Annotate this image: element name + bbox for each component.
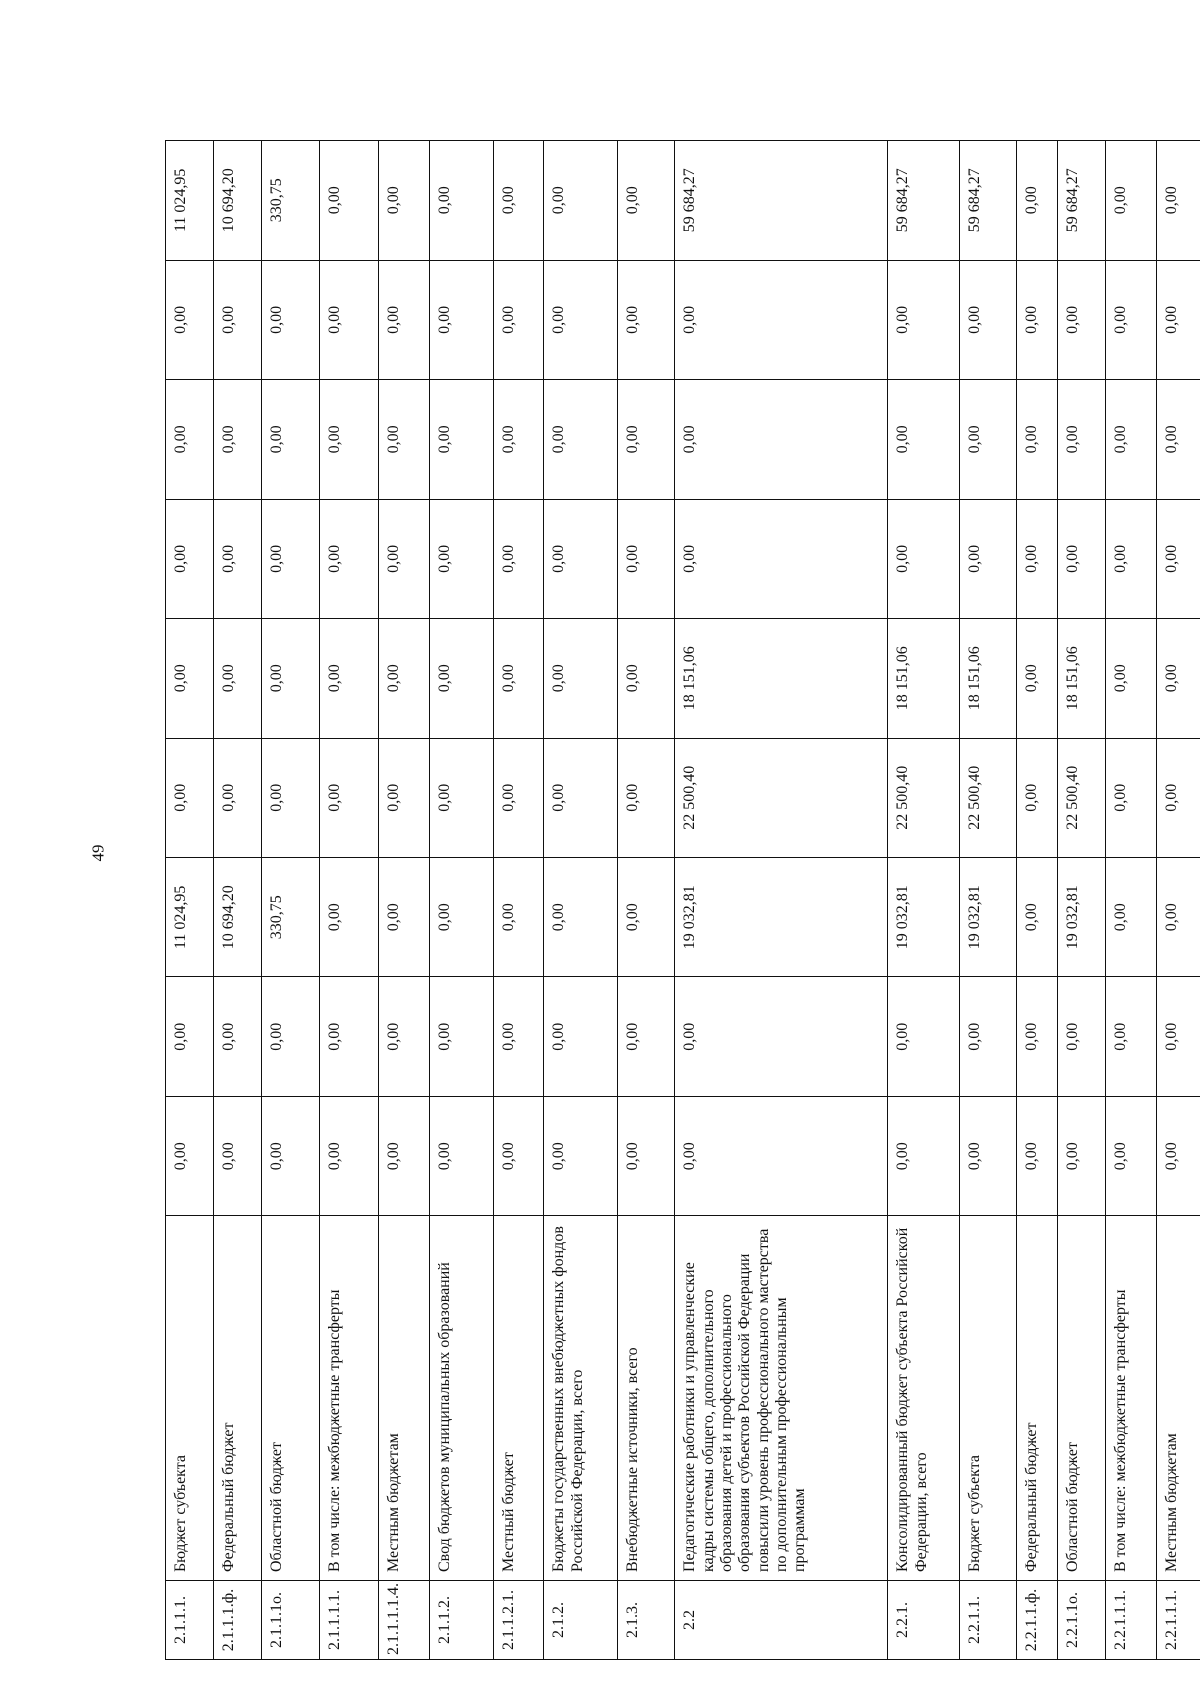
table-row: [1058, 141, 1106, 1660]
value-cell: 0,00: [959, 260, 1016, 379]
row-name: Бюджеты государственных внебюджетных фондов Российской Федерации, всего: [544, 1216, 617, 1581]
value-cell: 0,00: [214, 977, 262, 1096]
table-row: [1106, 141, 1156, 1660]
value-cell: 59 684,27: [675, 141, 888, 261]
value-cell: 10 694,20: [214, 141, 262, 261]
value-cell: 0,00: [166, 380, 214, 499]
value-cell: 330,75: [262, 141, 319, 261]
value-cell: 18 151,06: [888, 619, 959, 738]
value-cell: 11 024,95: [166, 858, 214, 977]
row-code: 2.1.1.1.: [166, 1581, 214, 1660]
value-cell: 0,00: [262, 260, 319, 379]
value-cell: 0,00: [319, 499, 379, 618]
row-name: Бюджет субъекта: [959, 1216, 1016, 1581]
table-body: [166, 141, 1200, 1660]
row-name: Консолидированный бюджет субъекта Российской Федерации, всего: [888, 1216, 959, 1581]
value-cell: 0,00: [319, 977, 379, 1096]
value-cell: 0,00: [214, 380, 262, 499]
row-name: Областной бюджет: [262, 1216, 319, 1581]
value-cell: 0,00: [166, 499, 214, 618]
value-cell: 19 032,81: [675, 858, 888, 977]
value-cell: 0,00: [379, 858, 429, 977]
value-cell: 0,00: [319, 738, 379, 857]
table-row: [214, 141, 262, 1660]
value-cell: 22 500,40: [888, 738, 959, 857]
table-row: [379, 141, 429, 1660]
value-cell: 0,00: [429, 141, 493, 261]
value-cell: 0,00: [166, 1096, 214, 1215]
value-cell: 0,00: [617, 260, 674, 379]
value-cell: 0,00: [544, 499, 617, 618]
value-cell: 0,00: [675, 977, 888, 1096]
value-cell: 0,00: [379, 1096, 429, 1215]
value-cell: 0,00: [888, 499, 959, 618]
row-code: 2.2.1.: [888, 1581, 959, 1660]
row-code: 2.1.1.2.: [429, 1581, 493, 1660]
value-cell: 0,00: [544, 260, 617, 379]
row-name: Свод бюджетов муниципальных образований: [429, 1216, 493, 1581]
table-row: [262, 141, 319, 1660]
value-cell: 0,00: [1106, 858, 1156, 977]
value-cell: 0,00: [1106, 499, 1156, 618]
table-row: [166, 141, 214, 1660]
value-cell: 0,00: [1156, 738, 1200, 857]
financing-table: [165, 140, 1200, 1660]
value-cell: 0,00: [429, 858, 493, 977]
value-cell: 0,00: [262, 619, 319, 738]
row-name: Федеральный бюджет: [1016, 1216, 1057, 1581]
value-cell: 0,00: [379, 141, 429, 261]
value-cell: 0,00: [262, 499, 319, 618]
value-cell: 0,00: [1106, 619, 1156, 738]
value-cell: 0,00: [319, 260, 379, 379]
row-code: 2.1.3.: [617, 1581, 674, 1660]
table-row: [319, 141, 379, 1660]
value-cell: 0,00: [319, 619, 379, 738]
value-cell: 330,75: [262, 858, 319, 977]
value-cell: 59 684,27: [1058, 141, 1106, 261]
value-cell: 0,00: [1016, 141, 1057, 261]
value-cell: 0,00: [1016, 977, 1057, 1096]
value-cell: 0,00: [379, 499, 429, 618]
table-row: [544, 141, 617, 1660]
value-cell: 18 151,06: [675, 619, 888, 738]
value-cell: 0,00: [1106, 141, 1156, 261]
value-cell: 59 684,27: [959, 141, 1016, 261]
value-cell: 0,00: [262, 1096, 319, 1215]
value-cell: 0,00: [617, 380, 674, 499]
value-cell: 0,00: [429, 977, 493, 1096]
value-cell: 19 032,81: [1058, 858, 1106, 977]
value-cell: 19 032,81: [959, 858, 1016, 977]
row-name: Бюджет субъекта: [166, 1216, 214, 1581]
value-cell: 0,00: [429, 1096, 493, 1215]
value-cell: 0,00: [888, 380, 959, 499]
value-cell: 0,00: [1156, 619, 1200, 738]
value-cell: 0,00: [617, 619, 674, 738]
value-cell: 0,00: [379, 260, 429, 379]
value-cell: 59 684,27: [888, 141, 959, 261]
value-cell: 0,00: [675, 1096, 888, 1215]
value-cell: 0,00: [1106, 1096, 1156, 1215]
value-cell: 0,00: [544, 738, 617, 857]
value-cell: 0,00: [493, 738, 543, 857]
value-cell: 11 024,95: [166, 141, 214, 261]
value-cell: 0,00: [429, 619, 493, 738]
value-cell: 0,00: [1016, 380, 1057, 499]
table-row: [1156, 141, 1200, 1660]
value-cell: 0,00: [1106, 260, 1156, 379]
value-cell: 0,00: [1106, 738, 1156, 857]
table-row: [959, 141, 1016, 1660]
value-cell: 0,00: [1156, 141, 1200, 261]
value-cell: 0,00: [262, 380, 319, 499]
value-cell: 0,00: [166, 738, 214, 857]
value-cell: 0,00: [544, 380, 617, 499]
value-cell: 0,00: [1058, 1096, 1106, 1215]
value-cell: 0,00: [429, 499, 493, 618]
value-cell: 0,00: [617, 858, 674, 977]
value-cell: 19 032,81: [888, 858, 959, 977]
value-cell: 0,00: [493, 260, 543, 379]
value-cell: 0,00: [959, 499, 1016, 618]
value-cell: 0,00: [166, 977, 214, 1096]
row-code: 2.2.1.1о.: [1058, 1581, 1106, 1660]
value-cell: 0,00: [1156, 858, 1200, 977]
page-number: 49: [88, 844, 108, 862]
value-cell: 0,00: [429, 380, 493, 499]
value-cell: 0,00: [544, 858, 617, 977]
value-cell: 0,00: [617, 977, 674, 1096]
value-cell: 0,00: [379, 380, 429, 499]
value-cell: 0,00: [1016, 260, 1057, 379]
value-cell: 10 694,20: [214, 858, 262, 977]
value-cell: 0,00: [617, 499, 674, 618]
value-cell: 0,00: [1058, 260, 1106, 379]
value-cell: 0,00: [1016, 499, 1057, 618]
value-cell: 0,00: [319, 858, 379, 977]
value-cell: 0,00: [379, 738, 429, 857]
value-cell: 0,00: [1106, 380, 1156, 499]
value-cell: 0,00: [675, 380, 888, 499]
row-name: В том числе: межбюджетные трансферты: [1106, 1216, 1156, 1581]
table-row: [1016, 141, 1057, 1660]
value-cell: 0,00: [214, 499, 262, 618]
value-cell: 0,00: [493, 619, 543, 738]
row-code: 2.1.1.1о.: [262, 1581, 319, 1660]
row-name: Местным бюджетам: [379, 1216, 429, 1581]
table-row: [675, 141, 888, 1660]
value-cell: 0,00: [1016, 1096, 1057, 1215]
row-name: Федеральный бюджет: [214, 1216, 262, 1581]
value-cell: 0,00: [379, 619, 429, 738]
table-row: [429, 141, 493, 1660]
row-code: 2.2.1.1.: [959, 1581, 1016, 1660]
row-code: 2.2: [675, 1581, 888, 1660]
value-cell: 0,00: [888, 1096, 959, 1215]
value-cell: 0,00: [493, 499, 543, 618]
row-code: 2.1.1.2.1.: [493, 1581, 543, 1660]
value-cell: 0,00: [493, 141, 543, 261]
value-cell: 0,00: [166, 619, 214, 738]
row-name: Областной бюджет: [1058, 1216, 1106, 1581]
value-cell: 0,00: [1156, 260, 1200, 379]
value-cell: 0,00: [1058, 380, 1106, 499]
value-cell: 0,00: [617, 738, 674, 857]
row-name: Внебюджетные источники, всего: [617, 1216, 674, 1581]
value-cell: 0,00: [1058, 499, 1106, 618]
value-cell: 0,00: [493, 380, 543, 499]
row-name: Местный бюджет: [493, 1216, 543, 1581]
value-cell: 0,00: [1106, 977, 1156, 1096]
value-cell: 0,00: [544, 619, 617, 738]
row-code: 2.1.1.1.1.4.: [379, 1581, 429, 1660]
value-cell: 0,00: [319, 380, 379, 499]
table-row: [888, 141, 959, 1660]
value-cell: 0,00: [1156, 1096, 1200, 1215]
value-cell: 0,00: [888, 260, 959, 379]
value-cell: 0,00: [544, 141, 617, 261]
value-cell: 0,00: [214, 738, 262, 857]
value-cell: 0,00: [1156, 380, 1200, 499]
value-cell: 0,00: [214, 619, 262, 738]
value-cell: 0,00: [675, 260, 888, 379]
value-cell: 0,00: [493, 1096, 543, 1215]
value-cell: 0,00: [544, 1096, 617, 1215]
value-cell: 0,00: [1156, 977, 1200, 1096]
row-name: В том числе: межбюджетные трансферты: [319, 1216, 379, 1581]
value-cell: 18 151,06: [1058, 619, 1106, 738]
value-cell: 0,00: [214, 1096, 262, 1215]
value-cell: 0,00: [617, 141, 674, 261]
value-cell: 0,00: [429, 260, 493, 379]
value-cell: 0,00: [1058, 977, 1106, 1096]
value-cell: 0,00: [1016, 619, 1057, 738]
value-cell: 0,00: [214, 260, 262, 379]
value-cell: 22 500,40: [959, 738, 1016, 857]
value-cell: 0,00: [379, 977, 429, 1096]
value-cell: 0,00: [959, 380, 1016, 499]
value-cell: 0,00: [888, 977, 959, 1096]
value-cell: 0,00: [544, 977, 617, 1096]
value-cell: 0,00: [429, 738, 493, 857]
row-name: Педагогические работники и управленческие кадры системы общего, дополнительного образования детей и профессионального образования субъектов Российской Федерации повысили уровень профессионального мастерства по дополнительным профессиональным программам: [675, 1216, 888, 1581]
table-row: [617, 141, 674, 1660]
value-cell: 0,00: [262, 738, 319, 857]
row-code: 2.2.1.1.1.: [1106, 1581, 1156, 1660]
row-code: 2.2.1.1.ф.: [1016, 1581, 1057, 1660]
value-cell: 0,00: [959, 1096, 1016, 1215]
row-name: Местным бюджетам: [1156, 1216, 1200, 1581]
value-cell: 0,00: [1156, 499, 1200, 618]
value-cell: 22 500,40: [1058, 738, 1106, 857]
value-cell: 18 151,06: [959, 619, 1016, 738]
value-cell: 0,00: [617, 1096, 674, 1215]
rotated-table-wrapper: [165, 140, 1200, 1660]
row-code: 2.2.1.1.1.: [1156, 1581, 1200, 1660]
value-cell: 0,00: [166, 260, 214, 379]
value-cell: 0,00: [1016, 738, 1057, 857]
table-row: [493, 141, 543, 1660]
value-cell: 0,00: [262, 977, 319, 1096]
value-cell: 0,00: [319, 1096, 379, 1215]
value-cell: 0,00: [1016, 858, 1057, 977]
value-cell: 22 500,40: [675, 738, 888, 857]
value-cell: 0,00: [959, 977, 1016, 1096]
value-cell: 0,00: [675, 499, 888, 618]
value-cell: 0,00: [319, 141, 379, 261]
value-cell: 0,00: [493, 977, 543, 1096]
row-code: 2.1.2.: [544, 1581, 617, 1660]
row-code: 2.1.1.1.1.: [319, 1581, 379, 1660]
value-cell: 0,00: [493, 858, 543, 977]
row-code: 2.1.1.1.ф.: [214, 1581, 262, 1660]
